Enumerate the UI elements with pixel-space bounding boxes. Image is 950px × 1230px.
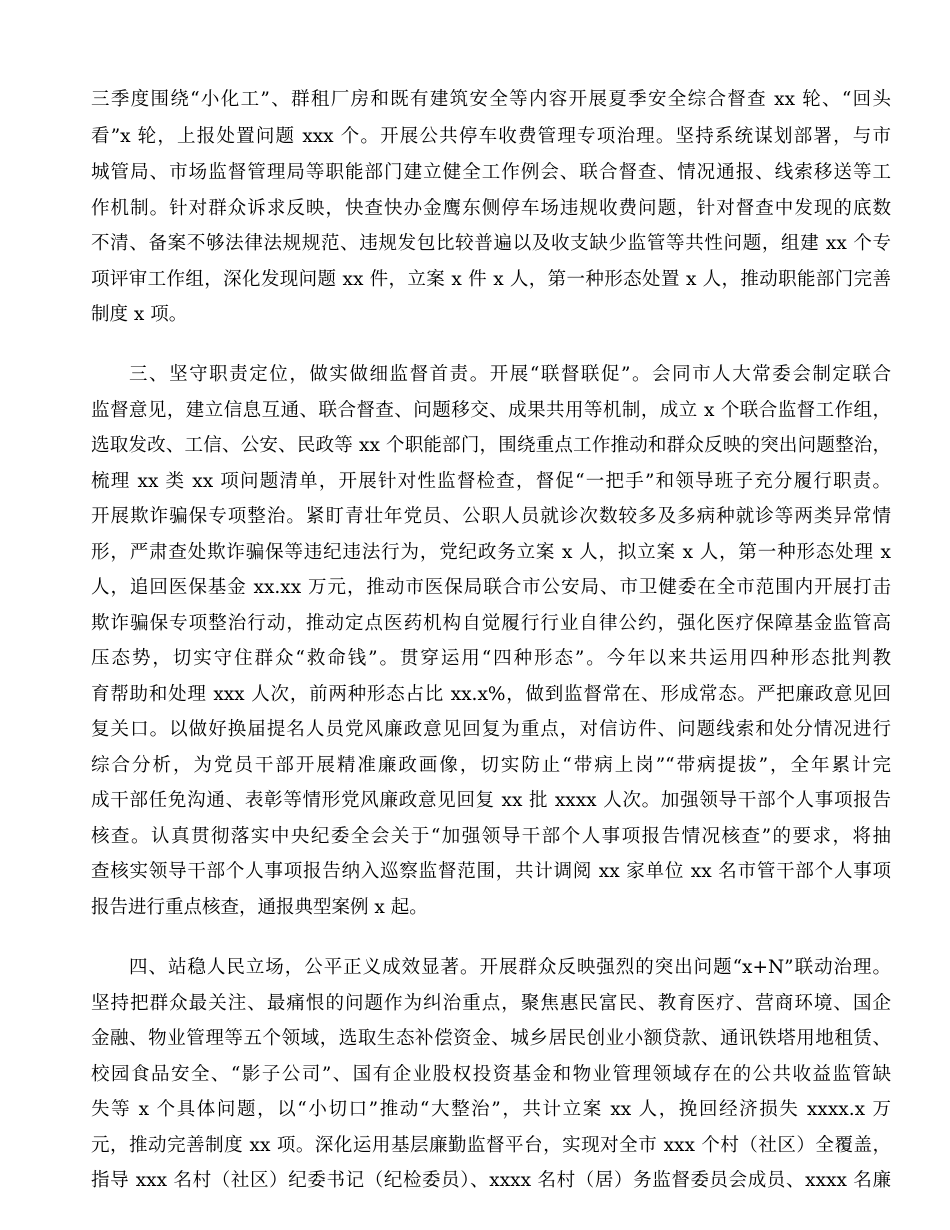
paragraph-line: 指导 xxx 名村（社区）纪委书记（纪检委员）、xxxx 名村（居）务监督委员会成员、xxxx 名廉	[91, 1170, 891, 1191]
paragraph-line: 项评审工作组，深化发现问题 xx 件，立案 x 件 x 人，第一种形态处置 x 人，推动职能部门完善	[91, 269, 891, 290]
paragraph-line: 综合分析，为党员干部开展精准廉政画像，切实防止“带病上岗”“带病提拔”，全年累计完	[91, 755, 891, 776]
paragraph-line: 查核实领导干部个人事项报告纳入巡察监督范围，共计调阅 xx 家单位 xx 名市管干部个人事项	[91, 861, 891, 882]
paragraph-line: 复关口。以做好换届提名人员党风廉政意见回复为重点，对信访件、问题线索和处分情况进行	[91, 719, 891, 740]
paragraph-line: 欺诈骗保专项整治行动，推动定点医药机构自觉履行行业自律公约，强化医疗保障基金监管高	[91, 613, 891, 634]
paragraph-line: 金融、物业管理等五个领域，选取生态补偿资金、城乡居民创业小额贷款、通讯铁塔用地租赁、	[91, 1028, 891, 1049]
paragraph-line: 压态势，切实守住群众“救命钱”。贯穿运用“四种形态”。今年以来共运用四种形态批判教	[91, 648, 891, 669]
paragraph-first-line: 四、站稳人民立场，公平正义成效显著。开展群众反映强烈的突出问题“x+N”联动治理。	[129, 957, 891, 978]
paragraph-line: 三季度围绕“小化工”、群租厂房和既有建筑安全等内容开展夏季安全综合督查 xx 轮、“回头	[91, 89, 891, 110]
paragraph-line: 人，追回医保基金 xx.xx 万元，推动市医保局联合市公安局、市卫健委在全市范围内开展打击	[91, 577, 891, 598]
paragraph-line: 看”x 轮，上报处置问题 xxx 个。开展公共停车收费管理专项治理。坚持系统谋划部署，与市	[91, 126, 891, 147]
paragraph-line: 开展欺诈骗保专项整治。紧盯青壮年党员、公职人员就诊次数较多及多病种就诊等两类异常情	[91, 506, 891, 527]
paragraph-first-line: 三、坚守职责定位，做实做细监督首责。开展“联督联促”。会同市人大常委会制定联合	[129, 364, 891, 385]
paragraph-line: 元，推动完善制度 xx 项。深化运用基层廉勤监督平台，实现对全市 xxx 个村（社区）全覆盖，	[91, 1135, 891, 1156]
paragraph-line: 成干部任免沟通、表彰等情形党风廉政意见回复 xx 批 xxxx 人次。加强领导干部个人事项报告	[91, 790, 891, 811]
paragraph-line: 不清、备案不够法律法规规范、违规发包比较普遍以及收支缺少监管等共性问题，组建 xx 个专	[91, 233, 891, 254]
paragraph-line: 报告进行重点核查，通报典型案例 x 起。	[91, 897, 428, 918]
paragraph-line: 育帮助和处理 xxx 人次，前两种形态占比 xx.x%，做到监督常在、形成常态。严把廉政意见回	[91, 684, 891, 705]
paragraph-line: 城管局、市场监督管理局等职能部门建立健全工作例会、联合督查、情况通报、线索移送等工	[91, 162, 891, 183]
paragraph-line: 作机制。针对群众诉求反映，快查快办金鹰东侧停车场违规收费问题，针对督查中发现的底数	[91, 198, 891, 219]
paragraph-line: 失等 x 个具体问题，以“小切口”推动“大整治”，共计立案 xx 人，挽回经济损失 xxxx.x 万	[91, 1099, 891, 1120]
paragraph-line: 选取发改、工信、公安、民政等 xx 个职能部门，围绕重点工作推动和群众反映的突出问题整治，	[91, 435, 891, 456]
paragraph-line: 校园食品安全、“影子公司”、国有企业股权投资基金和物业管理领域存在的公共收益监管缺	[91, 1064, 891, 1085]
paragraph-line: 监督意见，建立信息互通、联合督查、问题移交、成果共用等机制，成立 x 个联合监督工作组，	[91, 400, 891, 421]
paragraph-line: 制度 x 项。	[91, 304, 188, 325]
paragraph-line: 梳理 xx 类 xx 项问题清单，开展针对性监督检查，督促“一把手”和领导班子充分履行职责。	[91, 471, 891, 492]
paragraph-line: 形，严肃查处欺诈骗保等违纪违法行为，党纪政务立案 x 人，拟立案 x 人，第一种形态处理 x	[91, 542, 891, 563]
paragraph-line: 核查。认真贯彻落实中央纪委全会关于“加强领导干部个人事项报告情况核查”的要求，将抽	[91, 826, 891, 847]
paragraph-line: 坚持把群众最关注、最痛恨的问题作为纠治重点，聚焦惠民富民、教育医疗、营商环境、国企	[91, 993, 891, 1014]
